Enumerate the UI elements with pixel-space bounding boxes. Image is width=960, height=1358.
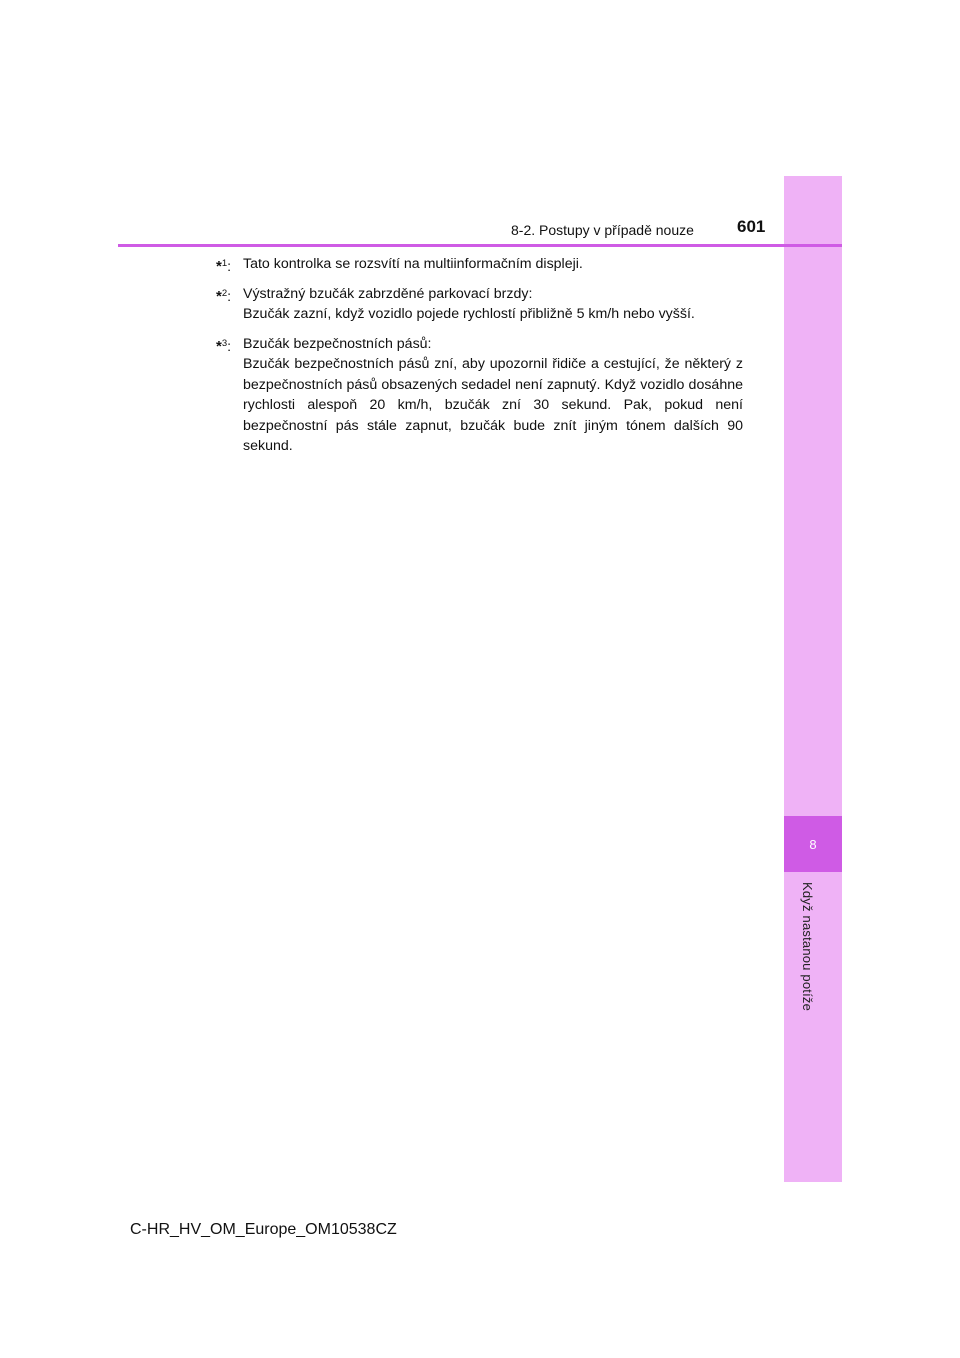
footnote-1: [216, 254, 743, 275]
footnote-body: Bzučák bezpečnostních pásů zní, aby upozornil řidiče a cestující, že některý z bezpečnostních pásů obsazených sedadel není zapnutý. Když vozidlo dosáhne rychlosti alespoň 20 km/h, bzučák zní 30 sekund. Pak, pokud není bezpečnostní pás stále zapnut, bzučák bude znít jiným tónem dalších 90 sekund.: [243, 356, 743, 454]
footnote-title: Výstražný bzučák zabrzděné parkovací brzdy:: [243, 285, 533, 302]
page-number: 601: [737, 217, 766, 236]
chapter-title: Když nastanou potíže: [800, 882, 815, 1012]
footnote-marker: *$^2$:: [216, 287, 232, 305]
section-title: 8-2. Postupy v případě nouze: [511, 222, 694, 238]
footnote-title: Bzučák bezpečnostních pásů:: [243, 335, 432, 352]
footnote-body: Bzučák zazní, když vozidlo pojede rychlostí přibližně 5 km/h nebo vyšší.: [243, 306, 695, 322]
footnotes: [216, 254, 743, 466]
header-rule: [118, 244, 842, 247]
chapter-number: 8: [809, 836, 817, 852]
chapter-number-box: [784, 816, 842, 872]
footnote-title: Tato kontrolka se rozsvítí na multiinformačním displeji.: [243, 256, 583, 272]
footnote-2: [216, 284, 743, 325]
document-code: C-HR_HV_OM_Europe_OM10538CZ: [130, 1221, 397, 1238]
footnote-marker: *$^3$:: [216, 337, 232, 355]
footnote-3: [216, 334, 743, 457]
footnote-marker: *$^1$:: [216, 258, 232, 275]
side-tab: [784, 176, 842, 1182]
